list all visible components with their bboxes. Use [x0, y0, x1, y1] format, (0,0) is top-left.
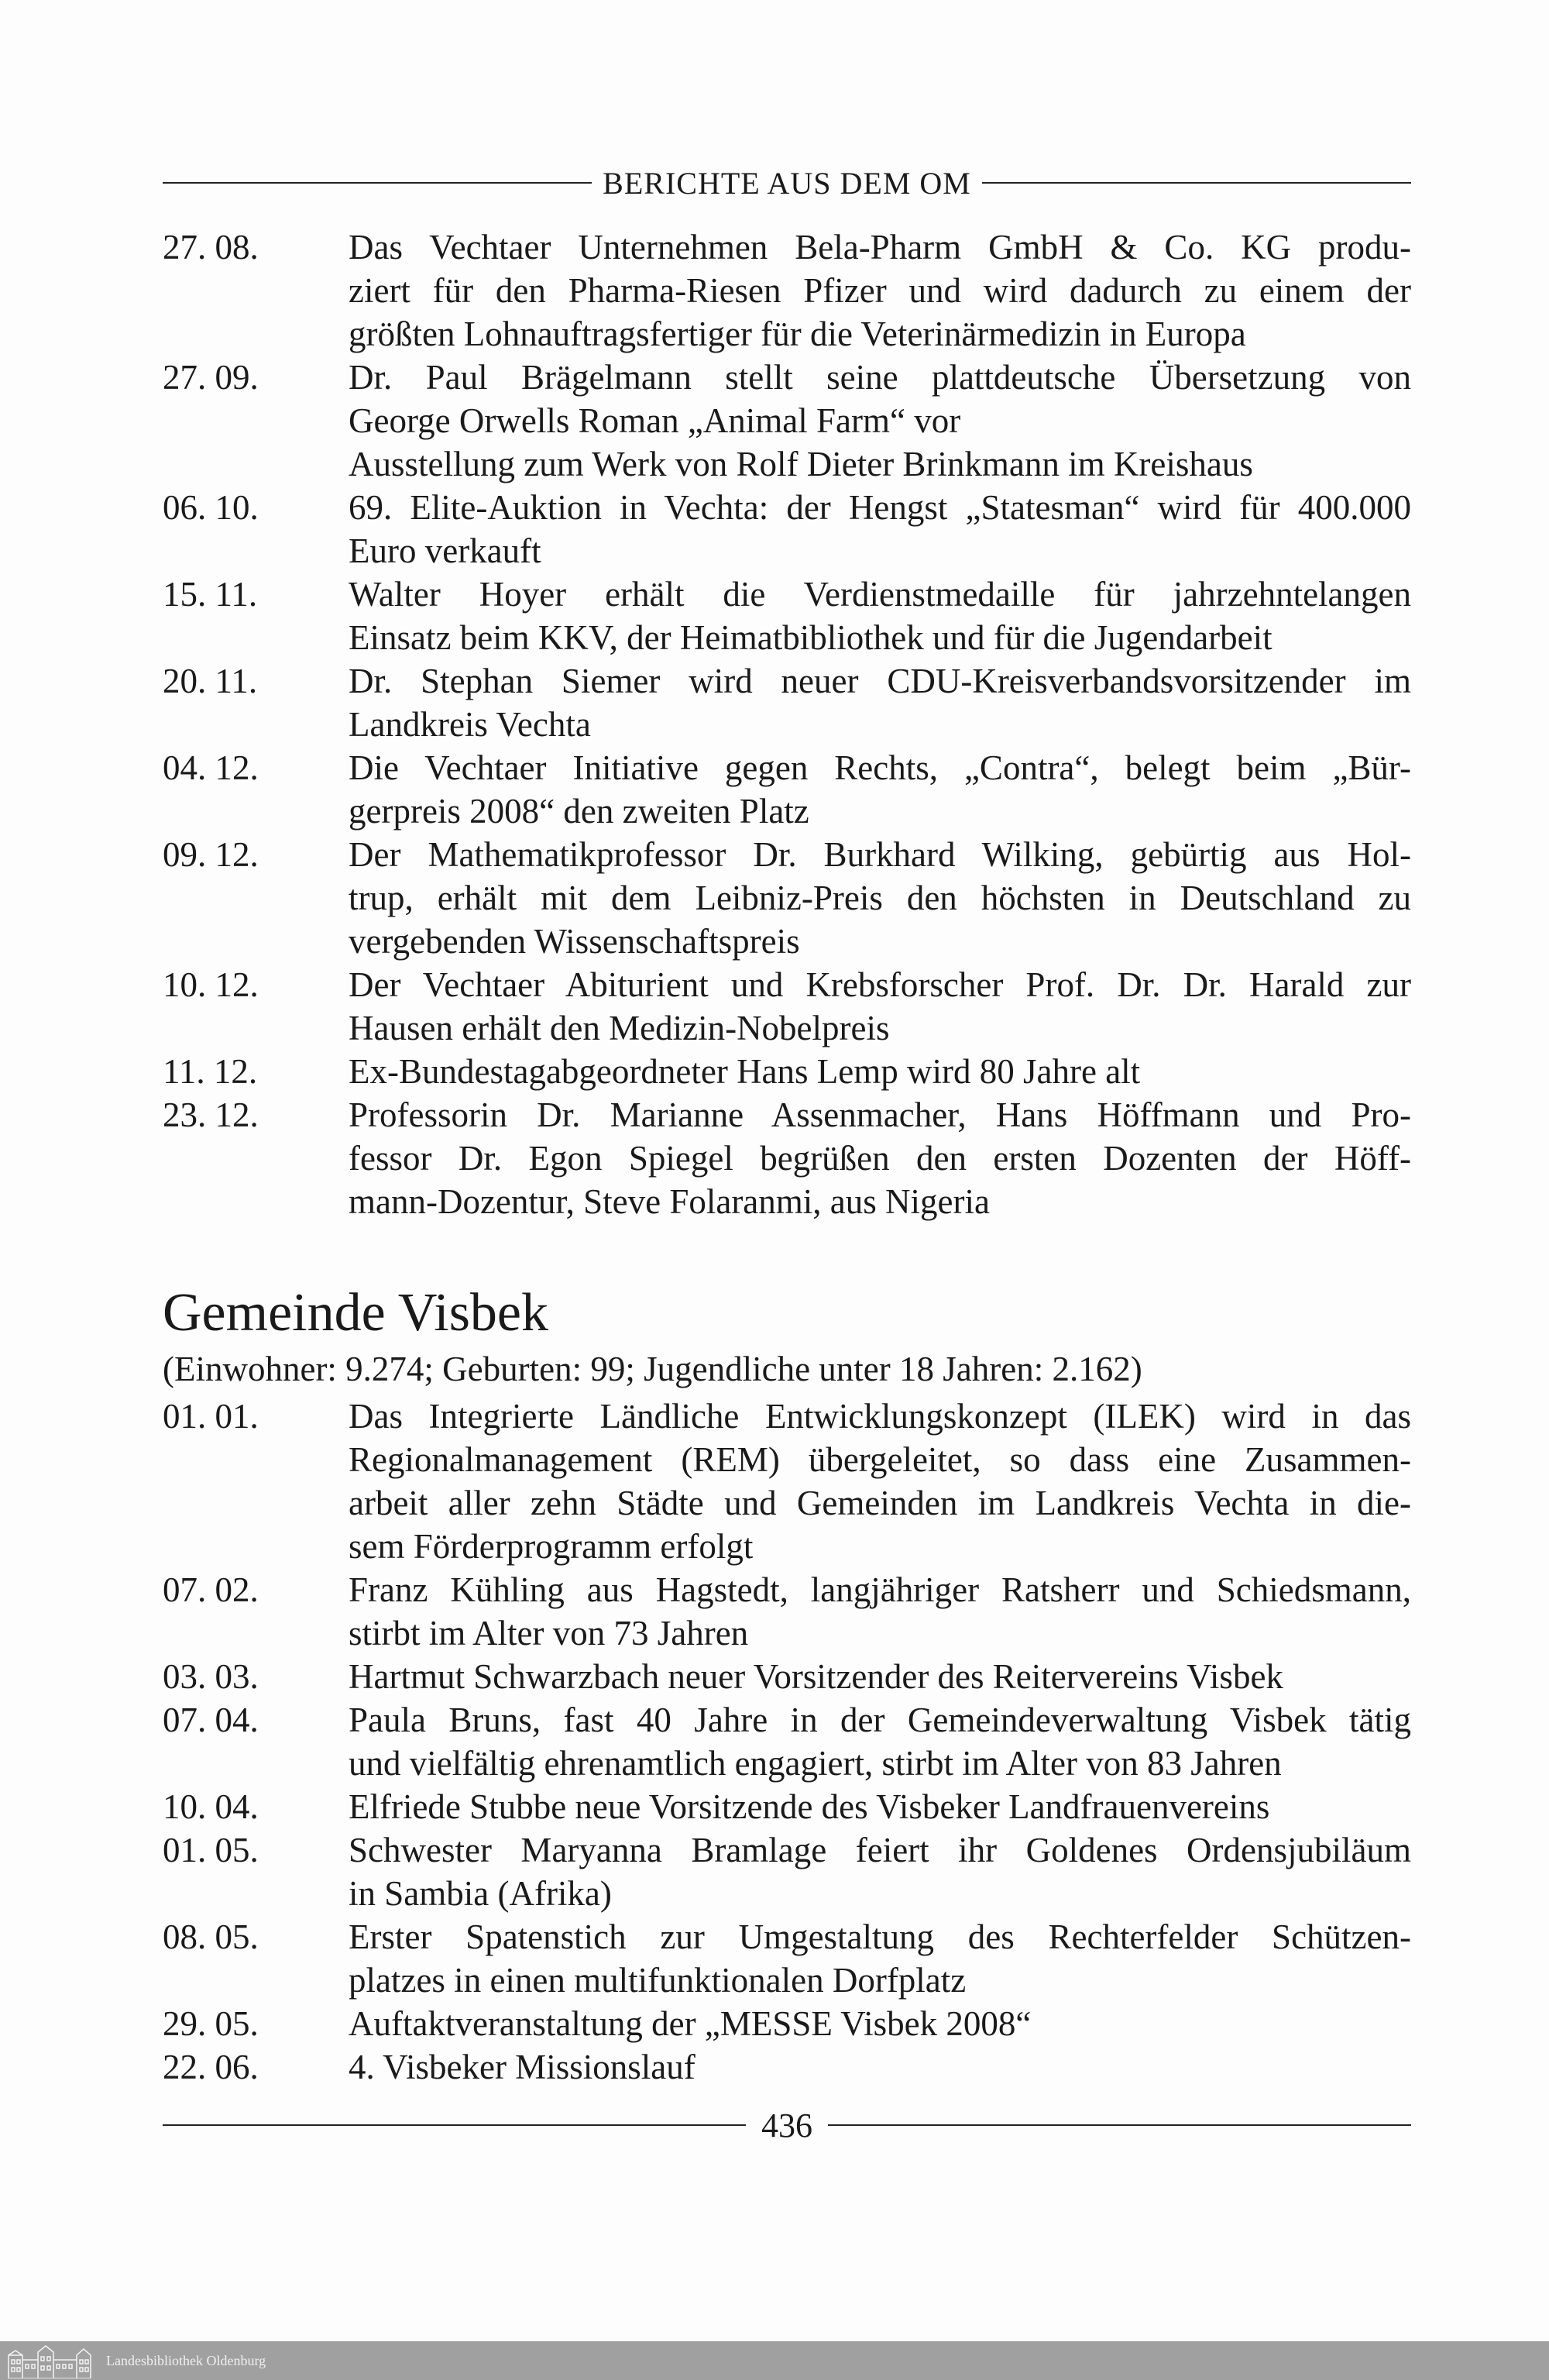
entry-text-line: Erster Spatenstich zur Umgestaltung des Rechterfelder Schützen-	[349, 1917, 1411, 1956]
entry-text-line: Der Mathematikprofessor Dr. Burkhard Wilking, gebürtig aus Hol-	[349, 835, 1411, 874]
chronicle-entry	[163, 1698, 1411, 1785]
library-banner	[0, 2341, 1549, 2380]
entry-text	[349, 1395, 1411, 1568]
entry-text	[349, 1698, 1411, 1785]
entry-date: 09. 12.	[163, 835, 259, 874]
entry-date: 07. 02.	[163, 1570, 259, 1609]
entry-text-line: Das Vechtaer Unternehmen Bela-Pharm GmbH & Co. KG produ-	[349, 228, 1411, 267]
entry-text	[349, 356, 1411, 442]
entry-text-line: Landkreis Vechta	[349, 705, 591, 744]
chronicle-section-vechta	[163, 225, 1411, 1223]
entry-text	[349, 1093, 1411, 1223]
entry-text	[349, 1915, 1411, 2002]
entry-date: 01. 01.	[163, 1397, 259, 1436]
entry-date	[163, 442, 349, 486]
entry-text	[349, 486, 1411, 573]
entry-text-line: Professorin Dr. Marianne Assenmacher, Hans Höffmann und Pro-	[349, 1095, 1411, 1134]
entry-text	[349, 2002, 1411, 2045]
entry-text-line: ziert für den Pharma-Riesen Pfizer und wird dadurch zu einem der	[349, 271, 1411, 310]
entry-text	[349, 659, 1411, 746]
entry-text-line: trup, erhält mit dem Leibniz-Preis den höchsten in Deutschland zu	[349, 879, 1411, 917]
entry-text-line: 69. Elite-Auktion in Vechta: der Hengst „Statesman“ wird für 400.000	[349, 488, 1411, 527]
chronicle-entry	[163, 2045, 1411, 2089]
chronicle-entry	[163, 746, 1411, 833]
chronicle-entry	[163, 225, 1411, 356]
entry-text-line: Hausen erhält den Medizin-Nobelpreis	[349, 1009, 890, 1047]
chronicle-entry	[163, 1785, 1411, 1828]
entry-date: 27. 09.	[163, 358, 259, 397]
entry-text	[349, 225, 1411, 356]
entry-date: 15. 11.	[163, 575, 258, 614]
population-stats: (Einwohner: 9.274; Geburten: 99; Jugendliche unter 18 Jahren: 2.162)	[163, 1350, 1142, 1388]
entry-date: 27. 08.	[163, 228, 259, 267]
entry-text-line: Elfriede Stubbe neue Vorsitzende des Visbeker Landfrauenvereins	[349, 1787, 1270, 1826]
entry-text-line: vergebenden Wissenschaftspreis	[349, 922, 800, 961]
entry-text-line: 4. Visbeker Missionslauf	[349, 2048, 696, 2086]
chronicle-entry	[163, 486, 1411, 573]
section-heading: Gemeinde Visbek	[163, 1283, 548, 1343]
entry-date: 06. 10.	[163, 488, 259, 527]
chronicle-entry	[163, 1915, 1411, 2002]
entry-text	[349, 1785, 1411, 1828]
entry-text-line: stirbt im Alter von 73 Jahren	[349, 1614, 749, 1653]
entry-text-line: Auftaktveranstaltung der „MESSE Visbek 2008“	[349, 2004, 1032, 2043]
entry-text-line: platzes in einen multifunktionalen Dorfplatz	[349, 1961, 967, 2000]
chronicle-entry	[163, 1655, 1411, 1698]
chronicle-entry	[163, 963, 1411, 1050]
chronicle-entry	[163, 659, 1411, 746]
running-head	[163, 161, 1411, 205]
entry-date: 22. 06.	[163, 2048, 259, 2086]
entry-text-line: Ausstellung zum Werk von Rolf Dieter Brinkmann im Kreishaus	[349, 445, 1253, 483]
library-building-icon	[6, 2343, 95, 2378]
chronicle-section-visbek	[163, 1395, 1411, 2089]
entry-text-line: Dr. Stephan Siemer wird neuer CDU-Kreisverbandsvorsitzender im	[349, 662, 1411, 700]
entry-date: 03. 03.	[163, 1657, 259, 1696]
entry-text-line: und vielfältig ehrenamtlich engagiert, stirbt im Alter von 83 Jahren	[349, 1744, 1282, 1783]
divider	[163, 182, 592, 184]
entry-text-line: mann-Dozentur, Steve Folaranmi, aus Nigeria	[349, 1182, 990, 1221]
entry-text	[349, 1050, 1411, 1093]
entry-date: 20. 11.	[163, 662, 258, 700]
chronicle-entry	[163, 442, 1411, 486]
entry-text-line: größten Lohnauftragsfertiger für die Veterinärmedizin in Europa	[349, 315, 1246, 353]
chronicle-entry	[163, 2002, 1411, 2045]
entry-text-line: Ex-Bundestagabgeordneter Hans Lemp wird 80 Jahre alt	[349, 1052, 1141, 1091]
entry-text-line: gerpreis 2008“ den zweiten Platz	[349, 792, 809, 831]
entry-text-line: Franz Kühling aus Hagstedt, langjähriger Ratsherr und Schiedsmann,	[349, 1570, 1411, 1609]
entry-date: 11. 12.	[163, 1052, 258, 1091]
entry-text-line: Die Vechtaer Initiative gegen Rechts, „Contra“, belegt beim „Bür-	[349, 748, 1411, 787]
entry-text-line: arbeit aller zehn Städte und Gemeinden im Landkreis Vechta in die-	[349, 1484, 1411, 1522]
entry-text	[349, 2045, 1411, 2089]
chronicle-entry	[163, 1568, 1411, 1655]
entry-text-line: Einsatz beim KKV, der Heimatbibliothek und für die Jugendarbeit	[349, 618, 1273, 657]
entry-text	[349, 833, 1411, 963]
entry-text	[349, 1568, 1411, 1655]
entry-text-line: Dr. Paul Brägelmann stellt seine plattdeutsche Übersetzung von	[349, 358, 1411, 397]
chronicle-entry	[163, 573, 1411, 659]
divider	[828, 2124, 1411, 2126]
entry-text-line: Paula Bruns, fast 40 Jahre in der Gemeindeverwaltung Visbek tätig	[349, 1701, 1411, 1739]
entry-text-line: Hartmut Schwarzbach neuer Vorsitzender des Reitervereins Visbek	[349, 1657, 1283, 1696]
library-name: Landesbibliothek Oldenburg	[106, 2352, 266, 2368]
entry-date: 01. 05.	[163, 1831, 259, 1869]
entry-date: 29. 05.	[163, 2004, 259, 2043]
entry-text-line: in Sambia (Afrika)	[349, 1874, 612, 1913]
divider	[163, 2124, 746, 2126]
entry-text-line: Walter Hoyer erhält die Verdienstmedaille für jahrzehntelangen	[349, 575, 1411, 614]
entry-text	[349, 746, 1411, 833]
page-footer	[163, 2103, 1411, 2147]
entry-text-line: Regionalmanagement (REM) übergeleitet, so dass eine Zusammen-	[349, 1440, 1411, 1479]
entry-text-line: sem Förderprogramm erfolgt	[349, 1527, 754, 1566]
entry-date: 10. 12.	[163, 965, 259, 1004]
entry-text	[349, 963, 1411, 1050]
entry-text-line: Das Integrierte Ländliche Entwicklungskonzept (ILEK) wird in das	[349, 1397, 1411, 1436]
chronicle-entry	[163, 356, 1411, 442]
entry-text-line: Euro verkauft	[349, 531, 541, 570]
entry-text-line: George Orwells Roman „Animal Farm“ vor	[349, 401, 961, 440]
entry-text-line: Schwester Maryanna Bramlage feiert ihr Goldenes Ordensjubiläum	[349, 1831, 1411, 1869]
chronicle-entry	[163, 833, 1411, 963]
chronicle-entry	[163, 1395, 1411, 1568]
chronicle-entry	[163, 1093, 1411, 1223]
chronicle-entry	[163, 1050, 1411, 1093]
entry-text	[349, 1828, 1411, 1915]
divider	[982, 182, 1411, 184]
entry-text	[349, 442, 1411, 486]
entry-text-line: Der Vechtaer Abiturient und Krebsforscher Prof. Dr. Dr. Harald zur	[349, 965, 1411, 1004]
entry-date: 07. 04.	[163, 1701, 259, 1739]
entry-text	[349, 573, 1411, 659]
entry-text	[349, 1655, 1411, 1698]
entry-text-line: fessor Dr. Egon Spiegel begrüßen den ersten Dozenten der Höff-	[349, 1139, 1411, 1178]
page-number: 436	[761, 2106, 812, 2144]
entry-date: 10. 04.	[163, 1787, 259, 1826]
entry-date: 08. 05.	[163, 1917, 259, 1956]
chronicle-entry	[163, 1828, 1411, 1915]
entry-date: 04. 12.	[163, 748, 259, 787]
entry-date: 23. 12.	[163, 1095, 259, 1134]
running-head-title: BERICHTE AUS DEM OM	[603, 165, 971, 201]
